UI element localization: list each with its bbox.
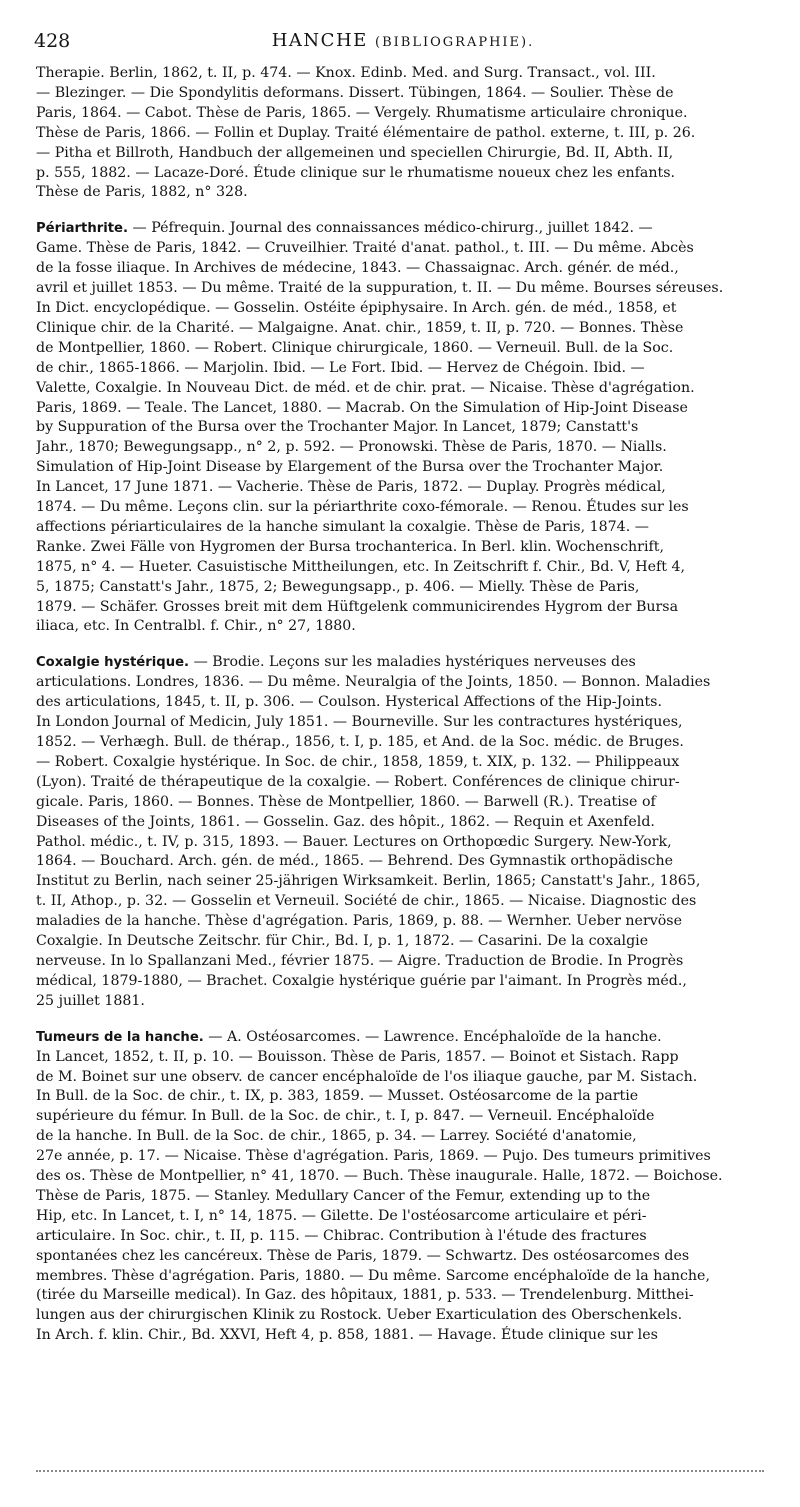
text-line: — Robert. Coxalgie hystérique. In Soc. de chir., 1858, 1859, t. XIX, p. 132. — Philippeaux xyxy=(36,753,680,770)
running-head-subtitle: (BIBLIOGRAPHIE). xyxy=(375,35,535,50)
text-line: de la hanche. In Bull. de la Soc. de chir., 1865, p. 34. — Larrey. Société d'anatomie, xyxy=(36,1128,637,1145)
text-line: Thèse de Paris, 1875. — Stanley. Medullary Cancer of the Femur, extending up to the xyxy=(36,1187,651,1204)
text-line: Simulation of Hip-Joint Disease by Elargement of the Bursa over the Trochanter Major. xyxy=(36,459,664,476)
text-line: Institut zu Berlin, nach seiner 25-jährigen Wirksamkeit. Berlin, 1865; Canstatt's Jahr., 1865, xyxy=(36,873,701,890)
text-line: articulaire. In Soc. chir., t. II, p. 115. — Chibrac. Contribution à l'étude des fractures xyxy=(36,1227,647,1244)
text-line: 1852. — Verhægh. Bull. de thérap., 1856, t. I, p. 185, et And. de la Soc. médic. de Bruges. xyxy=(36,734,684,750)
text-line: In Lancet, 17 June 1871. — Vacherie. Thèse de Paris, 1872. — Duplay. Progrès médical, xyxy=(36,479,666,496)
text-line: iliaca, etc. In Centralbl. f. Chir., n° 27, 1880. xyxy=(36,618,356,635)
section-title: Périarthrite. xyxy=(36,221,129,237)
text-line: de chir., 1865-1866. — Marjolin. Ibid. — Le Fort. Ibid. — Hervez de Chégoin. Ibid. — xyxy=(36,359,645,376)
text-line: Clinique chir. de la Charité. — Malgaigne. Anat. chir., 1859, t. II, p. 720. — Bonnes. Thèse xyxy=(36,319,684,336)
text-line: — Pitha et Billroth, Handbuch der allgemeinen und speciellen Chirurgie, Bd. II, Abth. II, xyxy=(36,144,674,161)
text-line: gicale. Paris, 1860. — Bonnes. Thèse de Montpellier, 1860. — Barwell (R.). Treatise of xyxy=(36,793,656,810)
text-line: Paris, 1864. — Cabot. Thèse de Paris, 1865. — Vergely. Rhumatisme articulaire chronique. xyxy=(36,104,688,121)
text-line: lungen aus der chirurgischen Klinik zu Rostock. Ueber Exarticulation des Oberschenkels. xyxy=(36,1307,683,1324)
text-line: Périarthrite. — Péfrequin. Journal des connaissances médico-chirurg., juillet 1842. — xyxy=(36,220,653,237)
text-line: t. II, Athop., p. 32. — Gosselin et Verneuil. Société de chir., 1865. — Nicaise. Diagnostic des xyxy=(36,893,697,910)
text-line: In Dict. encyclopédique. — Gosselin. Ostéite épiphysaire. In Arch. gén. de méd., 1858, et xyxy=(36,299,677,316)
text-line: de M. Boinet sur une observ. de cancer encéphaloïde de l'os iliaque gauche, par M. Sistach. xyxy=(36,1068,698,1085)
text-line: 1875, n° 4. — Hueter. Casuistische Mittheilungen, etc. In Zeitschrift f. Chir., Bd. V, Heft 4, xyxy=(36,558,685,575)
page-number: 428 xyxy=(34,30,71,52)
footer-dotted-rule xyxy=(36,1470,764,1472)
text-line: Thèse de Paris, 1882, n° 328. xyxy=(36,184,248,201)
text-line: In Lancet, 1852, t. II, p. 10. — Bouisson. Thèse de Paris, 1857. — Boinot et Sistach. Rapp xyxy=(36,1048,679,1065)
text-line: articulations. Londres, 1836. — Du même. Neuralgia of the Joints, 1850. — Bonnon. Maladies xyxy=(36,674,711,691)
running-head-title: HANCHE xyxy=(271,30,368,51)
text-line: (tirée du Marseille medical). In Gaz. des hôpitaux, 1881, p. 533. — Trendelenburg. Mitthei- xyxy=(36,1287,694,1304)
running-head xyxy=(34,30,772,51)
bibliography-section xyxy=(36,653,768,1011)
text-line: Coxalgie. In Deutsche Zeitschr. für Chir., Bd. I, p. 1, 1872. — Casarini. De la coxalgie xyxy=(36,933,649,950)
text-line: Tumeurs de la hanche. — A. Ostéosarcomes. — Lawrence. Encéphaloïde de la hanche. xyxy=(36,1028,662,1045)
text-line: Therapie. Berlin, 1862, t. II, p. 474. — Knox. Edinb. Med. and Surg. Transact., vol. III. xyxy=(36,65,656,81)
text-line: In Arch. f. klin. Chir., Bd. XXVI, Heft 4, p. 858, 1881. — Havage. Étude clinique sur les xyxy=(36,1327,658,1344)
text-line: avril et juillet 1853. — Du même. Traité de la suppuration, t. II. — Du même. Bourses séreuses. xyxy=(36,280,724,297)
text-line: 1874. — Du même. Leçons clin. sur la périarthrite coxo-fémorale. — Renou. Études sur les xyxy=(36,499,689,516)
text-line: nerveuse. In lo Spallanzani Med., février 1875. — Aigre. Traduction de Brodie. In Progrès xyxy=(36,952,684,969)
text-line: des os. Thèse de Montpellier, n° 41, 1870. — Buch. Thèse inaugurale. Halle, 1872. — Boichose. xyxy=(36,1168,723,1185)
bibliography-body xyxy=(36,64,768,1362)
text-line: Hip, etc. In Lancet, t. I, n° 14, 1875. — Gilette. De l'ostéosarcome articulaire et péri- xyxy=(36,1207,647,1224)
text-line: maladies de la hanche. Thèse d'agrégation. Paris, 1869, p. 88. — Wernher. Ueber nervöse xyxy=(36,913,682,930)
section-title: Tumeurs de la hanche. xyxy=(36,1029,204,1045)
page-header xyxy=(34,30,772,60)
text-line: Game. Thèse de Paris, 1842. — Cruveilhier. Traité d'anat. pathol., t. III. — Du même. Abcès xyxy=(36,240,694,257)
text-line: affections périarticulaires de la hanche simulant la coxalgie. Thèse de Paris, 1874. — xyxy=(36,518,649,535)
text-line: Valette, Coxalgie. In Nouveau Dict. de méd. et de chir. prat. — Nicaise. Thèse d'agrégation. xyxy=(36,379,695,396)
text-line: Thèse de Paris, 1866. — Follin et Duplay. Traité élémentaire de pathol. externe, t. III, p. 26. xyxy=(36,124,696,141)
section-title: Coxalgie hystérique. xyxy=(36,655,190,671)
text-line: Pathol. médic., t. IV, p. 315, 1893. — Bauer. Lectures on Orthopœdic Surgery. New-York, xyxy=(36,833,672,850)
text-line: Paris, 1869. — Teale. The Lancet, 1880. — Macrab. On the Simulation of Hip-Joint Disease xyxy=(36,399,688,416)
text-line: supérieure du fémur. In Bull. de la Soc. de chir., t. I, p. 847. — Verneuil. Encéphaloïde xyxy=(36,1108,655,1125)
text-line: p. 555, 1882. — Lacaze-Doré. Étude clinique sur le rhumatisme noueux chez les enfants. xyxy=(36,164,676,181)
text-line: In Bull. de la Soc. de chir., t. IX, p. 383, 1859. — Musset. Ostéosarcome de la partie xyxy=(36,1088,639,1105)
text-line: Coxalgie hystérique. — Brodie. Leçons sur les maladies hystériques nerveuses des xyxy=(36,654,636,671)
text-line: médical, 1879-1880, — Brachet. Coxalgie hystérique guérie par l'aimant. In Progrès méd., xyxy=(36,972,687,989)
text-line: In London Journal of Medicin, July 1851. — Bourneville. Sur les contractures hystériques, xyxy=(36,714,683,731)
text-line: de Montpellier, 1860. — Robert. Clinique chirurgicale, 1860. — Verneuil. Bull. de la Soc. xyxy=(36,339,674,356)
text-line: des articulations, 1845, t. II, p. 306. — Coulson. Hysterical Affections of the Hip-Joints. xyxy=(36,694,662,711)
text-line: de la fosse iliaque. In Archives de médecine, 1843. — Chassaignac. Arch. génér. de méd., xyxy=(36,260,679,277)
text-line: Diseases of the Joints, 1861. — Gosselin. Gaz. des hôpit., 1862. — Requin et Axenfeld. xyxy=(36,813,655,830)
bibliography-section xyxy=(36,1028,768,1347)
text-line: spontanées chez les cancéreux. Thèse de Paris, 1879. — Schwartz. Des ostéosarcomes des xyxy=(36,1247,690,1264)
bibliography-section xyxy=(36,219,768,637)
text-line: — Blezinger. — Die Spondylitis deformans. Dissert. Tübingen, 1864. — Soulier. Thèse de xyxy=(36,84,674,101)
text-line: 25 juillet 1881. xyxy=(36,992,145,1009)
text-line: 1864. — Bouchard. Arch. gén. de méd., 1865. — Behrend. Des Gymnastik orthopädische xyxy=(36,853,673,870)
text-line: membres. Thèse d'agrégation. Paris, 1880. — Du même. Sarcome encéphaloïde de la hanche, xyxy=(36,1267,710,1284)
text-line: 1879. — Schäfer. Grosses breit mit dem Hüftgelenk communicirendes Hygrom der Bursa xyxy=(36,598,679,615)
text-line: by Suppuration of the Bursa over the Trochanter Major. In Lancet, 1879; Canstatt's xyxy=(36,419,639,436)
text-line: (Lyon). Traité de thérapeutique de la coxalgie. — Robert. Conférences de clinique chirur- xyxy=(36,773,680,790)
text-line: Ranke. Zwei Fälle von Hygromen der Bursa trochanterica. In Berl. klin. Wochenschrift, xyxy=(36,538,664,555)
text-line: 27e année, p. 17. — Nicaise. Thèse d'agrégation. Paris, 1869. — Pujo. Des tumeurs primitives xyxy=(36,1148,711,1165)
text-line: Jahr., 1870; Bewegungsapp., n° 2, p. 592. — Pronowski. Thèse de Paris, 1870. — Nialls. xyxy=(36,439,667,456)
bibliography-section xyxy=(36,64,768,203)
text-line: 5, 1875; Canstatt's Jahr., 1875, 2; Bewegungsapp., p. 406. — Mielly. Thèse de Paris, xyxy=(36,578,640,595)
